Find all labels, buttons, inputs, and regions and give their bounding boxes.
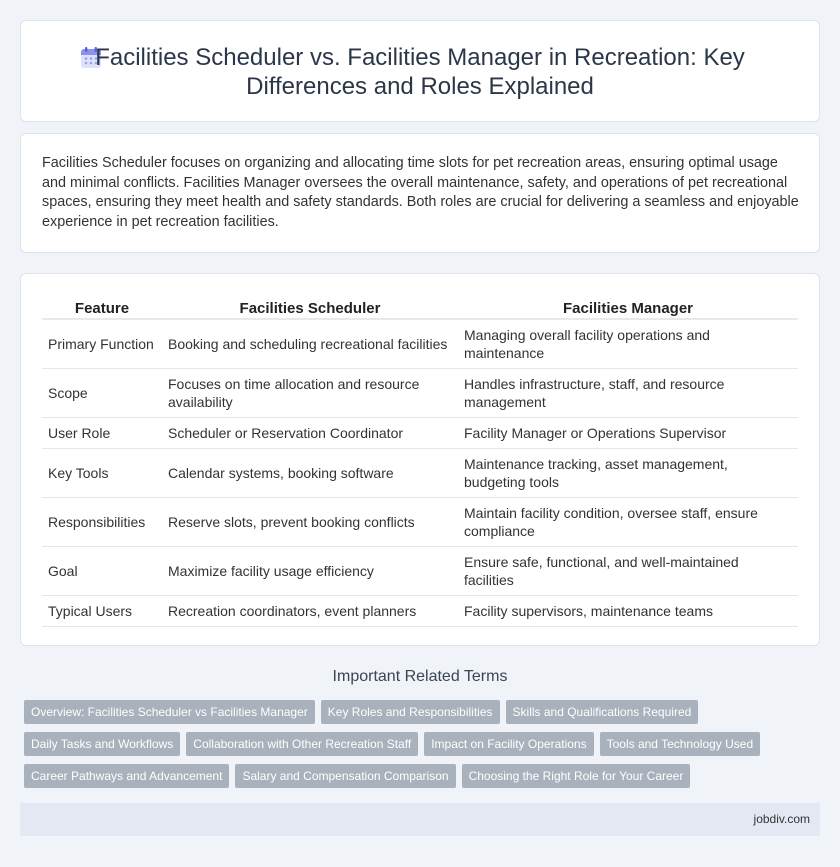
header-feature: Feature (42, 295, 162, 319)
table-header-row (42, 295, 798, 319)
header-manager: Facilities Manager (458, 295, 798, 319)
comparison-table (42, 295, 798, 627)
related-terms-title: Important Related Terms (332, 668, 508, 685)
related-tag[interactable]: Skills and Qualifications Required (506, 700, 699, 724)
manager-cell: Facility Manager or Operations Supervisor (458, 417, 798, 448)
manager-cell: Maintain facility condition, oversee staff, ensure compliance (458, 497, 798, 546)
manager-cell: Managing overall facility operations and maintenance (458, 319, 798, 368)
related-terms-tags (24, 700, 804, 796)
page-title: Facilities Scheduler vs. Facilities Manager in Recreation: Key Differences and Roles Explained (95, 44, 745, 100)
scheduler-cell: Maximize facility usage efficiency (162, 546, 458, 595)
feature-cell: Scope (42, 368, 162, 417)
scheduler-cell: Scheduler or Reservation Coordinator (162, 417, 458, 448)
related-tag[interactable]: Daily Tasks and Workflows (24, 732, 180, 756)
scheduler-cell: Recreation coordinators, event planners (162, 595, 458, 626)
table-row (42, 417, 798, 448)
manager-cell: Handles infrastructure, staff, and resource management (458, 368, 798, 417)
table-row (42, 497, 798, 546)
related-tag[interactable]: Choosing the Right Role for Your Career (462, 764, 691, 788)
table-row (42, 319, 798, 368)
footer-site-link[interactable]: jobdiv.com (753, 812, 810, 826)
scheduler-cell: Focuses on time allocation and resource availability (162, 368, 458, 417)
related-tag[interactable]: Career Pathways and Advancement (24, 764, 229, 788)
related-tag[interactable]: Overview: Facilities Scheduler vs Facilities Manager (24, 700, 315, 724)
manager-cell: Maintenance tracking, asset management, budgeting tools (458, 448, 798, 497)
related-tag[interactable]: Tools and Technology Used (600, 732, 761, 756)
feature-cell: Key Tools (42, 448, 162, 497)
feature-cell: Responsibilities (42, 497, 162, 546)
related-tag[interactable]: Salary and Compensation Comparison (235, 764, 455, 788)
related-tag[interactable]: Key Roles and Responsibilities (321, 700, 500, 724)
comparison-card (20, 273, 820, 646)
manager-cell: Facility supervisors, maintenance teams (458, 595, 798, 626)
feature-cell: User Role (42, 417, 162, 448)
title-card (20, 20, 820, 122)
footer (20, 803, 820, 836)
feature-cell: Typical Users (42, 595, 162, 626)
manager-cell: Ensure safe, functional, and well-maintained facilities (458, 546, 798, 595)
scheduler-cell: Reserve slots, prevent booking conflicts (162, 497, 458, 546)
table-row (42, 448, 798, 497)
intro-card (20, 133, 820, 253)
table-row (42, 368, 798, 417)
table-row (42, 595, 798, 626)
intro-paragraph: Facilities Scheduler focuses on organizing and allocating time slots for pet recreation areas, ensuring optimal usage and minimal conflicts. Facilities Manager oversees the overall maintenance, safety, and operations of pet recreational spaces, ensuring they meet health and safety standards. Both roles are crucial for delivering a seamless and enjoyable experience in pet recreation facilities. (42, 155, 799, 230)
feature-cell: Goal (42, 546, 162, 595)
scheduler-cell: Booking and scheduling recreational facilities (162, 319, 458, 368)
feature-cell: Primary Function (42, 319, 162, 368)
scheduler-cell: Calendar systems, booking software (162, 448, 458, 497)
table-row (42, 546, 798, 595)
related-tag[interactable]: Impact on Facility Operations (424, 732, 593, 756)
header-scheduler: Facilities Scheduler (162, 295, 458, 319)
related-tag[interactable]: Collaboration with Other Recreation Staff (186, 732, 418, 756)
